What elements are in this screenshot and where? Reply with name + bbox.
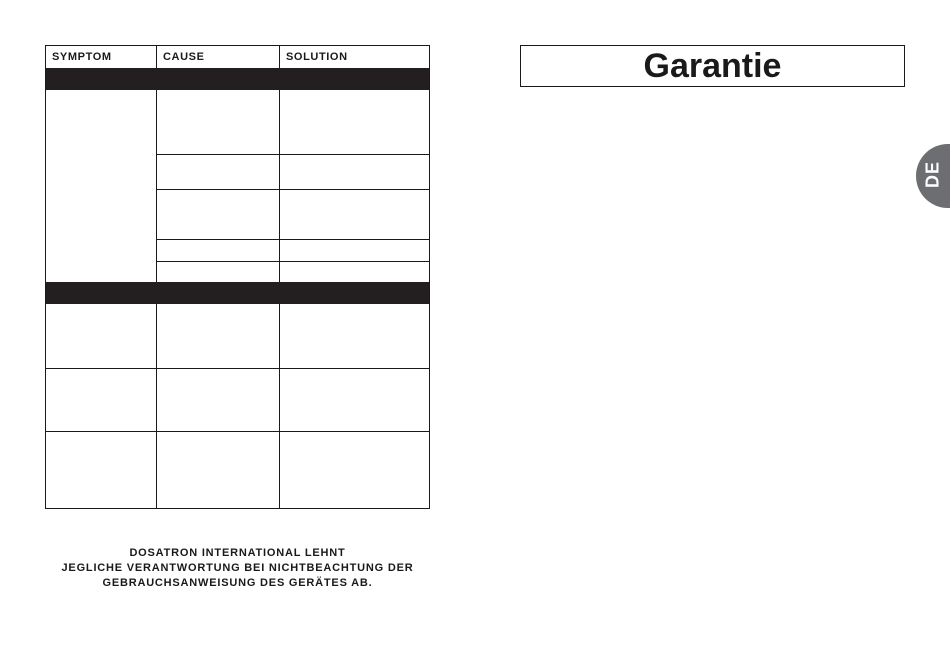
page-title-box — [520, 45, 905, 87]
disclaimer-notice — [45, 546, 430, 591]
disclaimer-line: DOSATRON INTERNATIONAL LEHNT — [129, 547, 346, 559]
row-divider — [156, 189, 430, 190]
row-divider — [46, 368, 430, 369]
language-tab-label: DE — [922, 161, 943, 189]
section-bar-1 — [46, 68, 429, 90]
row-divider — [156, 154, 430, 155]
column-header-cause: CAUSE — [163, 51, 205, 63]
column-divider — [279, 46, 280, 68]
page-title: Garantie — [643, 47, 782, 85]
column-divider — [156, 90, 157, 282]
column-divider — [156, 304, 157, 509]
disclaimer-line: GEBRAUCHSANWEISUNG DES GERÄTES AB. — [102, 577, 373, 589]
row-divider — [156, 261, 430, 262]
section-bar-2 — [46, 282, 429, 304]
column-header-symptom: SYMPTOM — [52, 51, 112, 63]
column-divider — [279, 304, 280, 509]
column-divider — [279, 90, 280, 282]
language-tab — [916, 144, 950, 208]
row-divider — [156, 239, 430, 240]
row-divider — [46, 431, 430, 432]
troubleshooting-table — [45, 45, 430, 509]
column-header-solution: SOLUTION — [286, 51, 348, 63]
column-divider — [156, 46, 157, 68]
disclaimer-line: JEGLICHE VERANTWORTUNG BEI NICHTBEACHTUNG DER — [61, 562, 414, 574]
